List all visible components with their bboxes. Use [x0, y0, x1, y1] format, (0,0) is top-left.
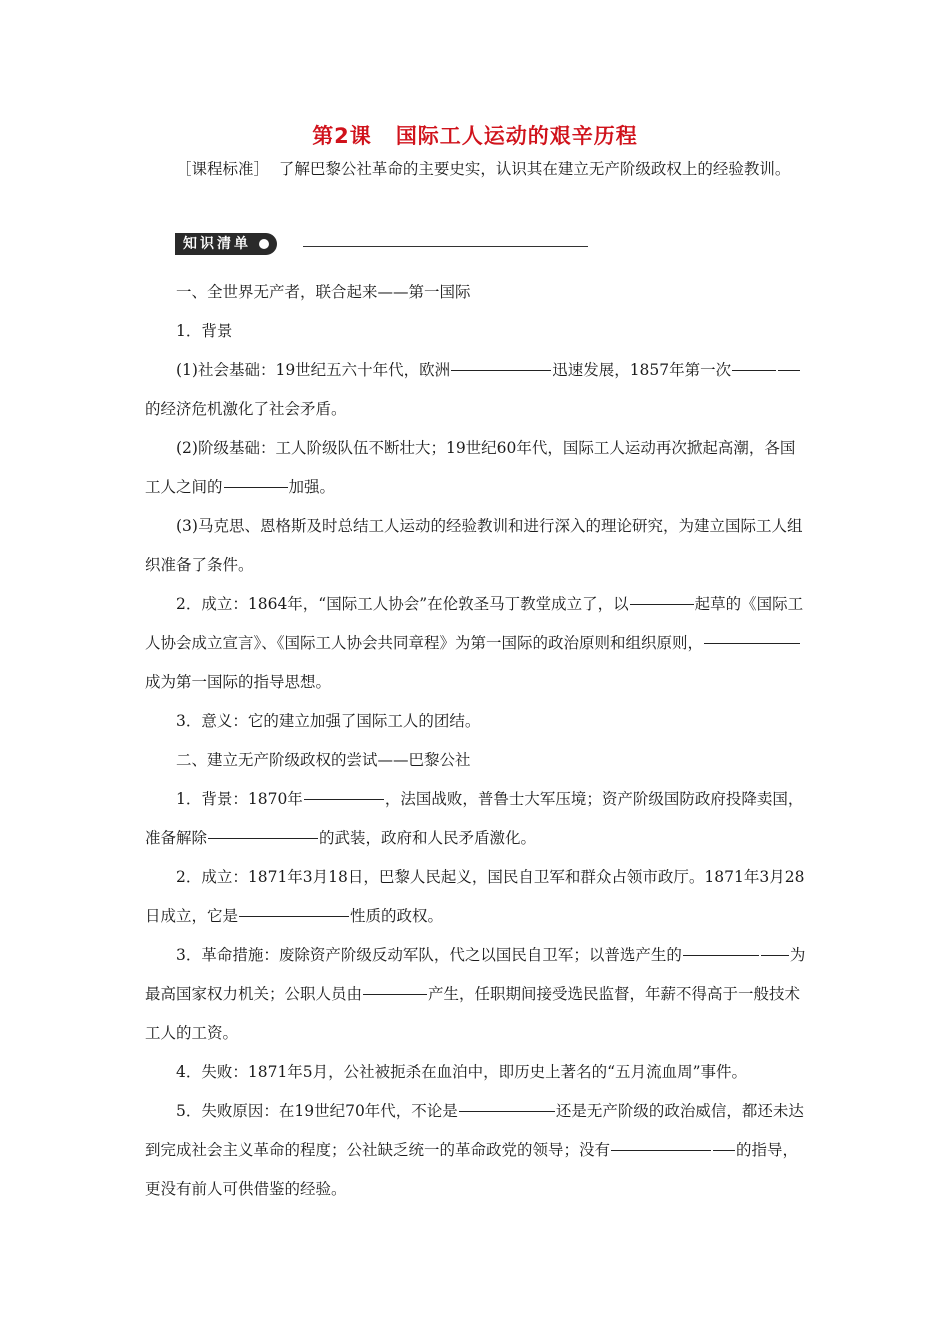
dot-icon [259, 239, 269, 249]
header-divider [303, 246, 588, 247]
blank-field [704, 642, 800, 644]
knowledge-list-label: 知识清单 [183, 236, 251, 252]
part2-failure-causes: 5．失败原因：在19世纪70年代，不论是 还是无产阶级的政治威信，都还未达到完成社会主义革命的程度；公社缺乏统一的革命政党的领导；没有 的指导，更没有前人可供借鉴的经验。 [145, 1102, 804, 1198]
blank-field [459, 1110, 555, 1112]
blank-field [363, 993, 427, 995]
blank-field [761, 954, 789, 956]
knowledge-list-badge [175, 233, 277, 255]
part1-background-class: (2)阶级基础：工人阶级队伍不断壮大；19世纪60年代，国际工人运动再次掀起高潮，各国工人之间的 加强。 [145, 439, 796, 496]
blank-field [630, 603, 694, 605]
blank-field [451, 369, 551, 371]
blank-field [208, 837, 318, 839]
part2-background: 1．背景：1870年 ，法国战败，普鲁士大军压境；资产阶级国防政府投降卖国，准备解除 的武装，政府和人民矛盾激化。 [145, 790, 804, 847]
part2-measures: 3．革命措施：废除资产阶级反动军队，代之以国民自卫军；以普选产生的 为最高国家权力机关；公职人员由 产生，任职期间接受选民监督，年薪不得高于一般技术工人的工资。 [145, 946, 806, 1042]
blank-field [239, 915, 349, 917]
blank-field [713, 1149, 735, 1151]
part2-heading: 二、建立无产阶级政权的尝试——巴黎公社 [176, 751, 471, 769]
part1-background-theory: (3)马克思、恩格斯及时总结工人运动的经验教训和进行深入的理论研究，为建立国际工人组织准备了条件。 [145, 517, 803, 574]
part1-heading: 一、全世界无产者，联合起来——第一国际 [176, 283, 471, 301]
part1-significance: 3．意义：它的建立加强了国际工人的团结。 [176, 712, 481, 730]
blank-field [732, 369, 776, 371]
course-standard-text: 了解巴黎公社革命的主要史实，认识其在建立无产阶级政权上的经验教训。 [278, 160, 791, 178]
part2-failure: 4．失败：1871年5月，公社被扼杀在血泊中，即历史上著名的“五月流血周”事件。 [176, 1063, 748, 1081]
blank-field [778, 369, 800, 371]
document-body [145, 150, 810, 1209]
part1-background-title: 1．背景 [176, 322, 233, 340]
course-standard-label: ［课程标准］ [176, 160, 270, 178]
blank-field [304, 798, 384, 800]
page-title [0, 120, 950, 150]
blank-field [224, 486, 288, 488]
lesson-number: 第2课 [312, 124, 372, 148]
course-standard [145, 150, 810, 189]
blank-field [683, 954, 759, 956]
part2-establishment: 2．成立：1871年3月18日，巴黎人民起义，国民自卫军和群众占领市政厅。1871年3月28日成立，它是 性质的政权。 [145, 868, 805, 925]
part1-background-social: (1)社会基础：19世纪五六十年代，欧洲 迅速发展，1857年第一次的经济危机激化了社会矛盾。 [145, 351, 810, 429]
knowledge-list-header [175, 225, 810, 265]
blank-field [611, 1149, 711, 1151]
part1-establishment: 2．成立：1864年，“国际工人协会”在伦敦圣马丁教堂成立了，以 起草的《国际工人协会成立宣言》、《国际工人协会共同章程》为第一国际的政治原则和组织原则，成为第一国际的指导思想。 [145, 595, 804, 691]
lesson-name: 国际工人运动的艰辛历程 [395, 124, 638, 148]
